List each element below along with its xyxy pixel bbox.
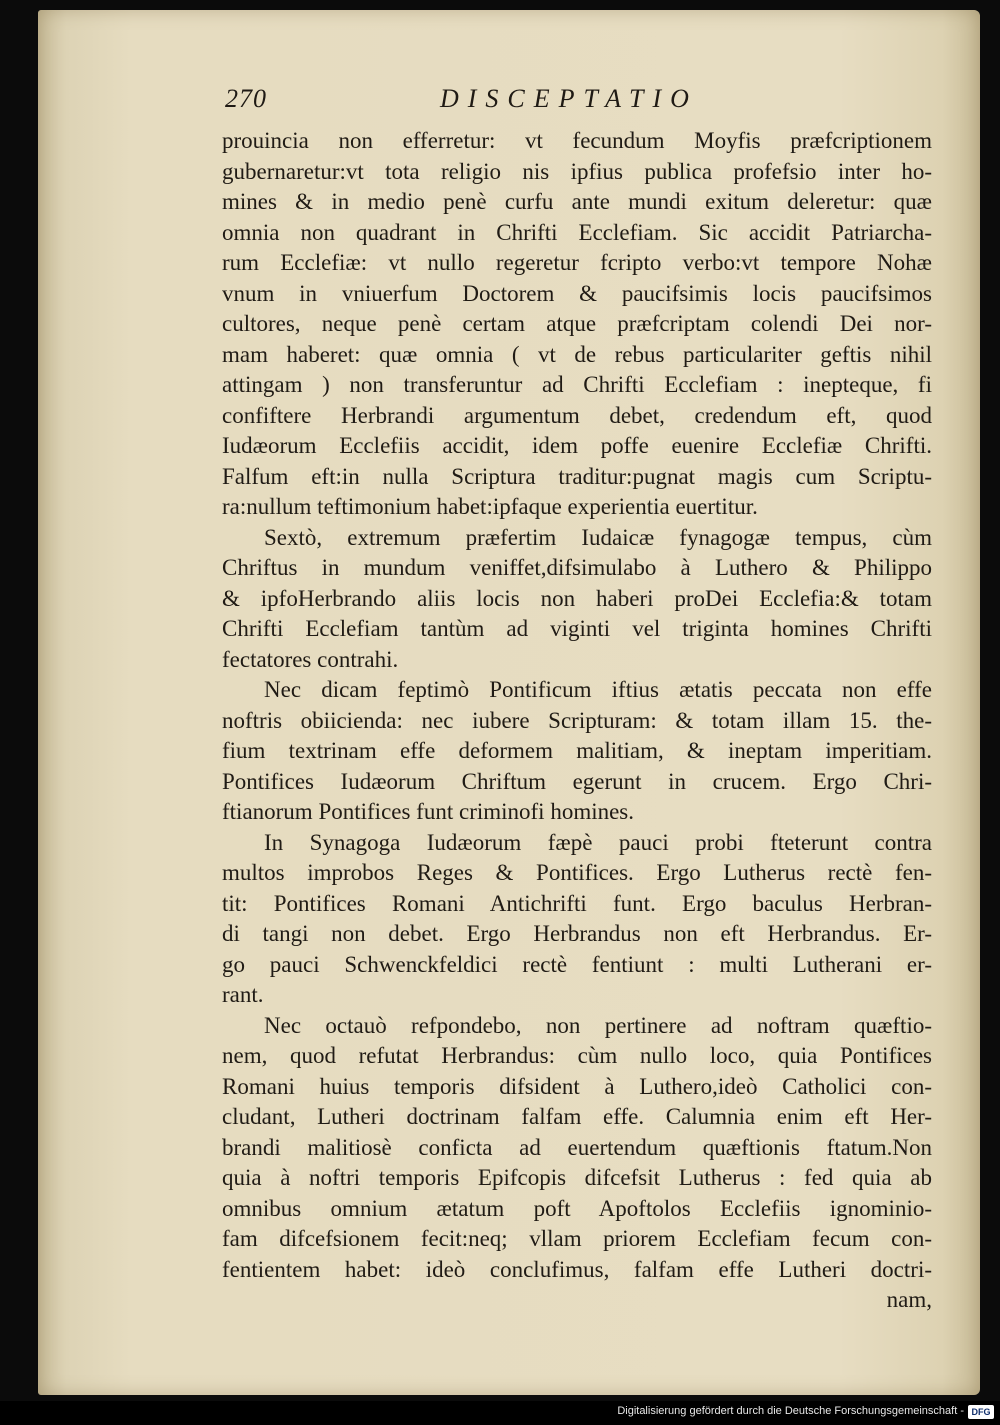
body-text	[222, 126, 932, 1316]
text-line: Chriftus in mundum veniffet,difsimulabo à Luthero & Philippo	[222, 555, 932, 580]
text-line: omnia non quadrant in Chrifti Ecclefiam. Sic accidit Patriarcha-	[222, 219, 932, 245]
text-line: ra:nullum teftimonium habet:ipfaque experientia euertitur.	[222, 494, 758, 519]
paragraph-first-line: In Synagoga Iudæorum fæpè pauci probi fteterunt contra	[264, 829, 932, 855]
text-line: rum Ecclefiæ: vt nullo regeretur fcripto verbo:vt tempore Nohæ	[222, 250, 932, 275]
dfg-logo: DFG	[968, 1405, 994, 1419]
text-line: multos improbos Reges & Pontifices. Ergo Lutherus rectè fen-	[222, 860, 932, 885]
text-line: fam difcefsionem fecit:neq; vllam priorem Ecclefiam fecum con-	[222, 1226, 932, 1251]
text-line: nem, quod refutat Herbrandus: cùm nullo loco, quia Pontifices	[222, 1043, 932, 1068]
text-line: prouincia non efferretur: vt fecundum Moyfis præfcriptionem	[222, 128, 932, 153]
paragraph-first-line: Nec octauò refpondebo, non pertinere ad noftram quæftio-	[264, 1012, 932, 1038]
text-line: fentientem habet: ideò conclufimus, falfam effe Lutheri doctri-	[222, 1256, 932, 1282]
text-line: fectatores contrahi.	[222, 646, 399, 672]
text-line: cultores, neque penè certam atque præfcriptam colendi Dei nor-	[222, 311, 932, 336]
text-line: attingam ) non transferuntur ad Chrifti Ecclefiam : inepteque, fi	[222, 372, 932, 397]
text-line: vnum in vniuerfum Doctorem & paucifsimis locis paucifsimos	[222, 280, 932, 306]
funding-credit: Digitalisierung gefördert durch die Deutsche Forschungsgemeinschaft -	[617, 1405, 964, 1417]
text-line: brandi malitiosè conficta ad euertendum quæftionis ftatum.Non	[222, 1134, 932, 1160]
text-line: go pauci Schwenckfeldici rectè fentiunt : multi Lutherani er-	[222, 951, 932, 977]
text-line: quia à noftri temporis Epifcopis difcefsit Lutherus : fed quia ab	[222, 1165, 932, 1190]
text-line: Iudæorum Ecclefiis accidit, idem poffe euenire Ecclefiæ Chrifti.	[222, 433, 932, 458]
text-line: fium textrinam effe deformem malitiam, & ineptam imperitiam.	[222, 738, 932, 763]
text-line: omnibus omnium ætatum poft Apoftolos Ecclefiis ignominio-	[222, 1195, 932, 1221]
paragraph-first-line: Sextò, extremum præfertim Iudaicæ fynagogæ tempus, cùm	[264, 524, 932, 550]
footer-bar	[0, 1401, 1000, 1425]
text-line: noftris obiicienda: nec iubere Scripturam: & totam illam 15. the-	[222, 707, 932, 733]
text-line: Romani huius temporis difsident à Luthero,ideò Catholici con-	[222, 1073, 932, 1099]
text-line: gubernaretur:vt tota religio nis ipfius publica profefsio inter ho-	[222, 158, 932, 184]
text-line: tit: Pontifices Romani Antichrifti funt. Ergo baculus Herbran-	[222, 890, 932, 916]
text-line: Chrifti Ecclefiam tantùm ad viginti vel triginta homines Chrifti	[222, 616, 932, 641]
text-line: di tangi non debet. Ergo Herbrandus non eft Herbrandus. Er-	[222, 921, 932, 946]
page-header	[225, 82, 925, 122]
text-line: mines & in medio penè curfu ante mundi exitum deleretur: quæ	[222, 189, 932, 214]
paragraph-first-line: Nec dicam feptimò Pontificum iftius ætatis peccata non effe	[264, 677, 932, 702]
text-line: ftianorum Pontifices funt criminofi homines.	[222, 799, 635, 824]
text-line: confiftere Herbrandi argumentum debet, credendum eft, quod	[222, 402, 932, 428]
text-line: Pontifices Iudæorum Chriftum egerunt in crucem. Ergo Chri-	[222, 768, 932, 794]
text-line: & ipfoHerbrando aliis locis non haberi proDei Ecclefia:& totam	[222, 585, 932, 611]
page-number: 270	[225, 84, 267, 113]
running-title: DISCEPTATIO	[440, 84, 698, 113]
text-line: rant.	[222, 982, 264, 1007]
text-line: Falfum eft:in nulla Scriptura traditur:pugnat magis cum Scriptu-	[222, 463, 932, 489]
text-line: cludant, Lutheri doctrinam falfam effe. Calumnia enim eft Her-	[222, 1104, 932, 1129]
text-line: mam haberet: quæ omnia ( vt de rebus particulariter geftis nihil	[222, 341, 932, 367]
catchword: nam,	[886, 1287, 932, 1312]
